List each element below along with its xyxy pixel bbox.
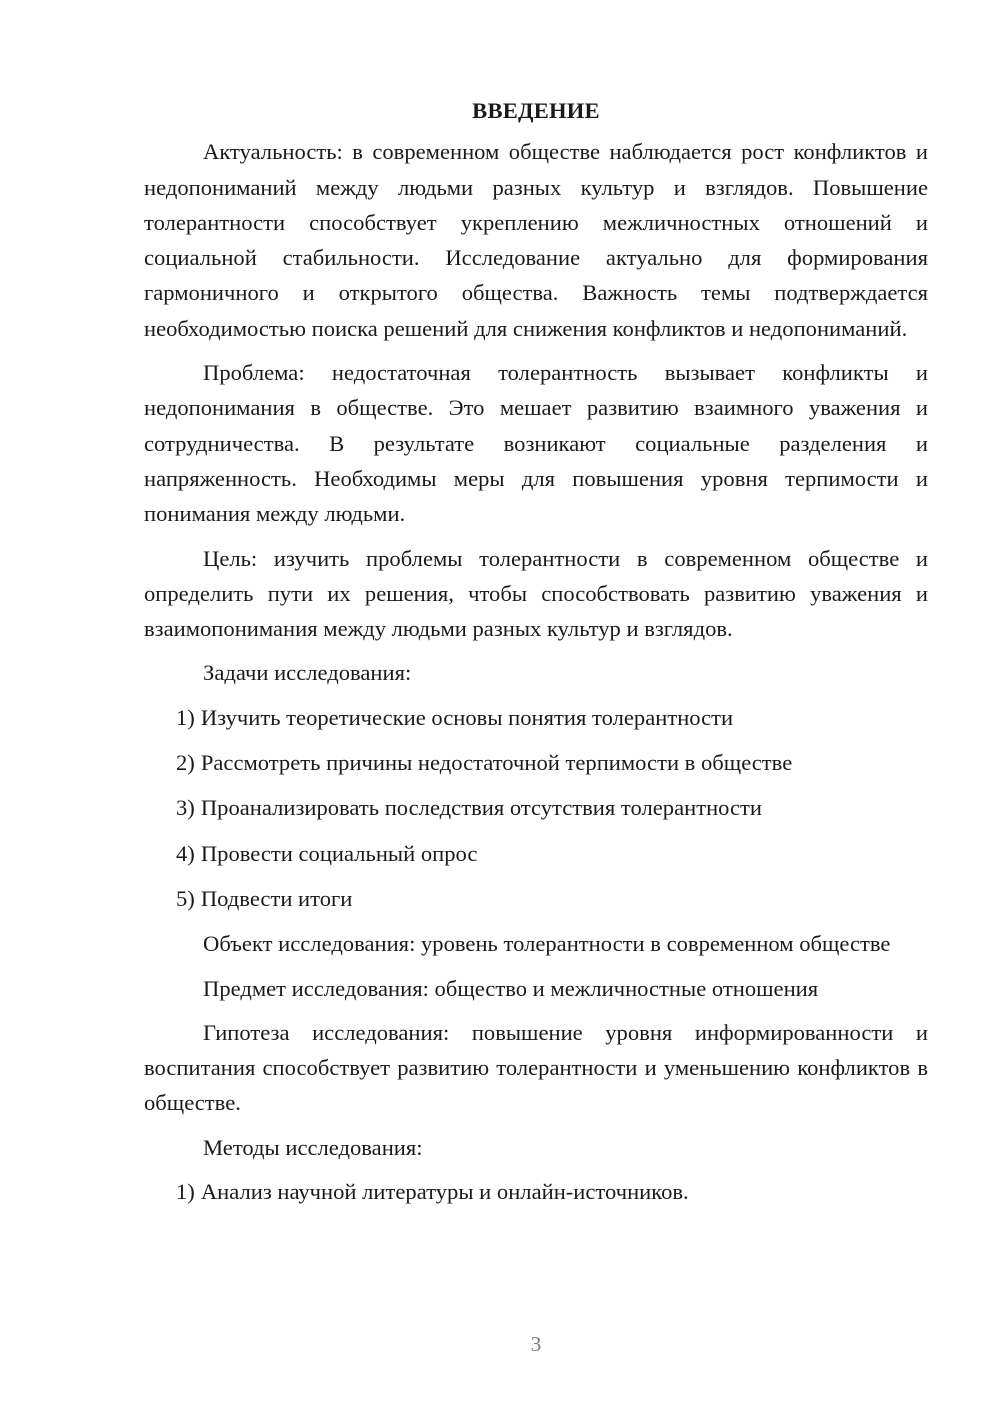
list-item [144,790,928,825]
tasks-list [144,700,928,916]
list-item-number: 1) [176,704,195,730]
list-item [144,881,928,916]
list-item-number: 2) [176,750,195,776]
list-item-text: Проанализировать последствия отсутствия толерантности [200,795,763,821]
list-item [144,745,928,780]
tasks-heading: Задачи исследования: [203,660,412,686]
relevance-paragraph: Актуальность: в современном обществе наблюдается рост конфликтов и недопониманий между людьми разных культур и взглядов. Повышение толерантности способствует укреплению межличностных отношений и социальной стабильности. Исследование актуально для формирования гармоничного и открытого общества. Важность темы подтверждается необходимостью поиска решений для снижения конфликтов и недопониманий. [144,139,928,341]
list-item-text: Рассмотреть причины недостаточной терпимости в обществе [200,750,793,776]
subject-paragraph: Предмет исследования: общество и межличностные отношения [203,975,819,1001]
list-item [144,1174,928,1209]
hypothesis-paragraph: Гипотеза исследования: повышение уровня информированности и воспитания способствует развитию толерантности и уменьшению конфликтов в обществе. [144,1019,928,1116]
list-item-number: 5) [176,885,195,911]
list-item-number: 4) [176,840,195,866]
list-item-text: Подвести итоги [200,885,353,911]
list-item-text: Провести социальный опрос [200,840,478,866]
goal-paragraph: Цель: изучить проблемы толерантности в современном обществе и определить пути их решения, чтобы способствовать развитию уважения и взаимопонимания между людьми разных культур и взглядов. [144,545,928,642]
methods-heading: Методы исследования: [203,1134,423,1160]
list-item-number: 3) [176,795,195,821]
methods-list [144,1174,928,1209]
object-paragraph: Объект исследования: уровень толерантности в современном обществе [203,931,891,957]
list-item [144,700,928,735]
list-item [144,836,928,871]
problem-paragraph: Проблема: недостаточная толерантность вызывает конфликты и недопонимания в обществе. Это мешает развитию взаимного уважения и сотрудничества. В результате возникают социальные разделения и напряженность. Необходимы меры для повышения уровня терпимости и понимания между людьми. [144,360,928,527]
list-item-text: Изучить теоретические основы понятия толерантности [200,704,734,730]
section-title: ВВЕДЕНИЕ [472,98,600,123]
list-item-number: 1) [176,1179,195,1205]
page-content [144,93,928,1219]
list-item-text: Анализ научной литературы и онлайн-источников. [200,1179,689,1205]
page-number: 3 [530,1332,542,1356]
